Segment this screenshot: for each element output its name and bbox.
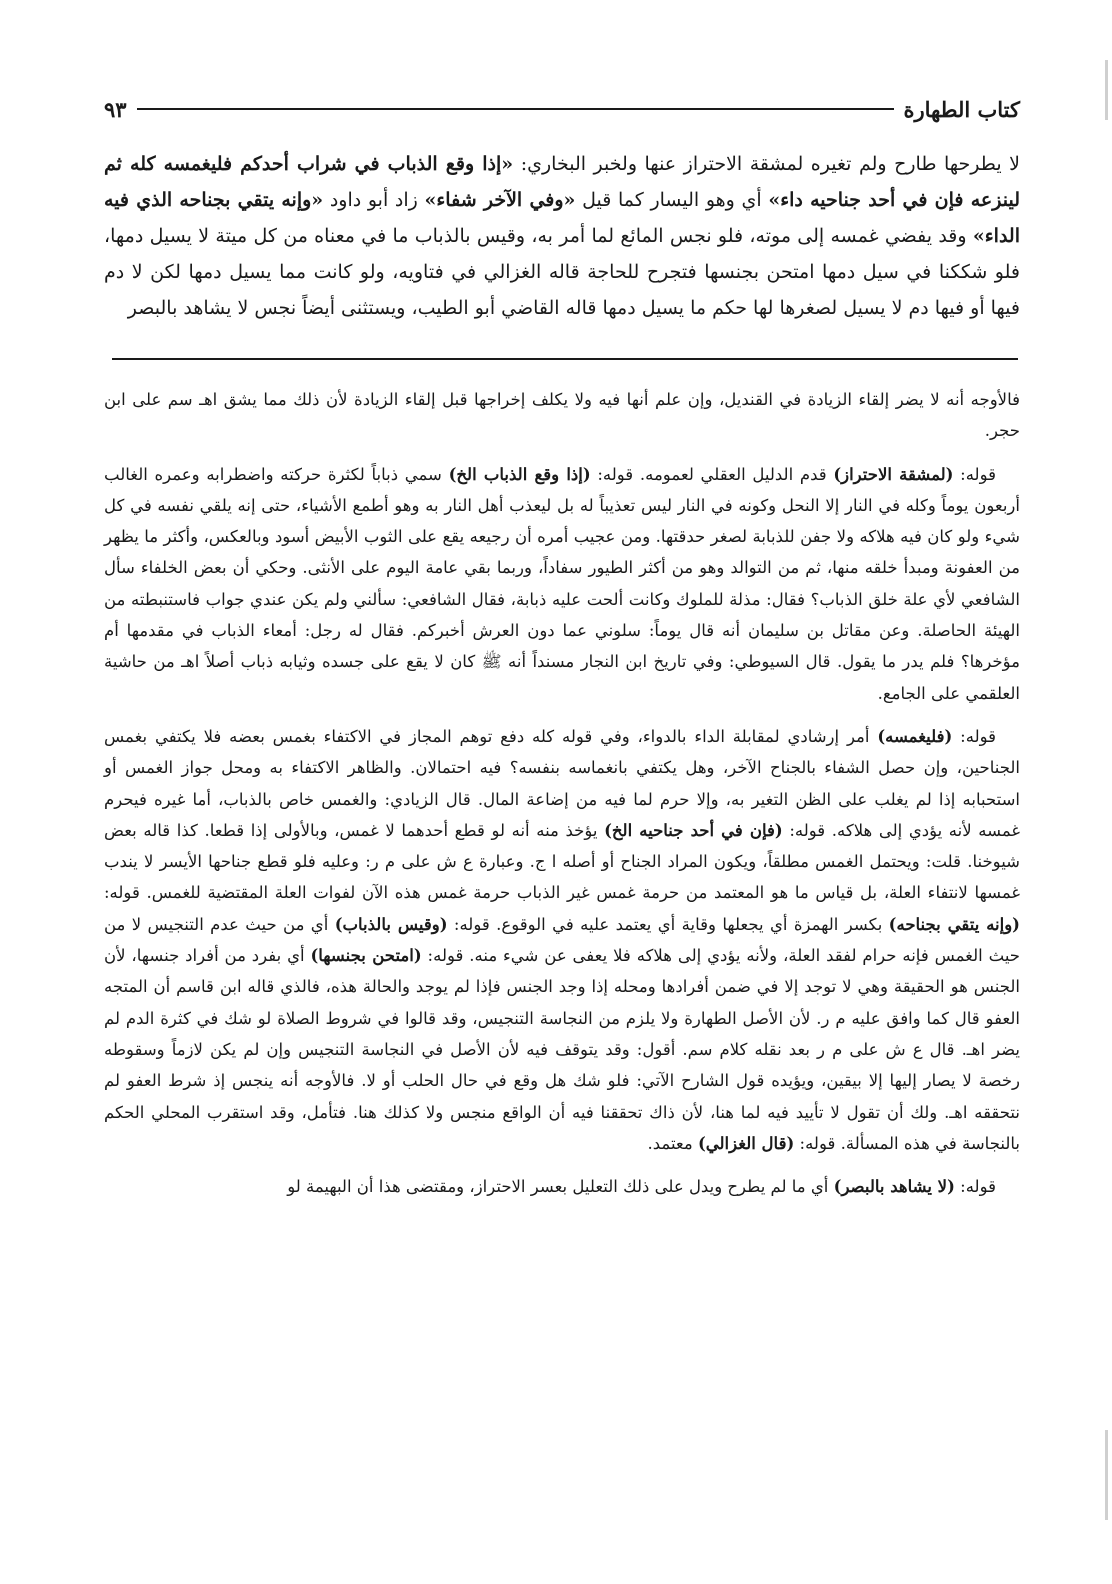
commentary-text: يؤخذ منه أنه لو قطع أحدهما لا غمس، وبالأولى إذا قطعا. كذا قاله بعض شيوخنا. قلت: ويحتمل الغمس مطلقاً، ويكون المراد الجناح أو أصله ا ج. وعبارة ع ش على م ر: وعليه فلو قطع جناحها الأيسر لا يندب غمسها لانتفاء العلة، بل قياس ما هو المعتمد من حرمة غمس غير الذباب حرمة غمس هذه الآن لفوات العلة المقتضية للغمس. قوله: — [104, 820, 1020, 903]
commentary-paragraph — [104, 721, 1020, 1159]
scan-edge-mark — [1105, 60, 1108, 120]
lemma: (قال الغزالي) — [697, 1133, 795, 1153]
lemma: (لمشقة الاحتراز) — [833, 464, 954, 484]
lemma: (فإن في أحد جناحيه الخ) — [604, 820, 783, 840]
commentary-text: أي من حيث عدم التنجيس لا من حيث الغمس فإنه حرام لفقد العلة، ولأنه يؤدي إلى هلاكه فلا يعفى عن شيء منه. قوله: — [104, 914, 1020, 966]
commentary-paragraph — [104, 459, 1020, 709]
scan-edge-mark — [1105, 1430, 1108, 1520]
commentary-text: قوله: — [952, 726, 997, 746]
commentary-text: أي بفرد من أفراد جنسها، لأن الجنس هو الحقيقة وهي لا توجد إلا في ضمن أفرادها ومحله إذا وجد الجنس فإذا لم يوجد والحالة هذه، فالذي قاله ابن قاسم أن المتجه العفو قال كما وافق عليه م ر. لأن الأصل الطهارة ولا يلزم من النجاسة التنجيس، وقد قالوا في شروط الصلاة لو شك في كثرة الدم لم يضر اهـ. قال ع ش على م ر بعد نقله كلام سم. أقول: وقد يتوقف فيه لأن الأصل في النجاسة التنجيس وإن لم يكن لازماً وسقوطه رخصة لا يصار إليها إلا بيقين، ويؤيده قول الشارح الآتي: فلو شك هل وقع في حال الحلب أو لا. فالأوجه أنه ينجس إذ شرط العفو لم نتحققه اهـ. ولك أن تقول لا تأييد فيه لما هنا، لأن ذاك تحققنا فيه أن الواقع منجس ولا كذلك هنا. فتأمل، وقد استقرب المحلي الحكم بالنجاسة في هذه المسألة. قوله: — [104, 946, 1020, 1153]
commentary-text: بكسر الهمزة أي يجعلها وقاية أي يعتمد عليه في الوقوع. قوله: — [447, 914, 889, 934]
commentary-text: أمر إرشادي لمقابلة الداء بالدواء، وفي قوله كله دفع توهم المجاز في الاكتفاء بغمس بعضه فلا يكتفي بغمس الجناحين، وإن حصل الشفاء بالجناح الآخر، وهل يكتفي بانغماسه بنفسه؟ فيه احتمالان. والظاهر الاكتفاء به ومحل جواز الغمس أو استحبابه إذا لم يغلب على الظن التغير به، وإلا حرم لما فيه من إضاعة المال. قال الزيادي: والغمس خاص بالذباب، أما غيره فيحرم غمسه لأنه يؤدي إلى هلاكه. قوله: — [104, 726, 1020, 840]
lemma: (إذا وقع الذباب الخ) — [448, 464, 591, 484]
hadith-quote: «إذا وقع الذباب في شراب أحدكم فليغمسه كله ثم لينزعه فإن في أحد جناحيه داء» — [104, 153, 1020, 211]
hadith-quote: «وإنه يتقي بجناحه الذي فيه الداء» — [104, 189, 1020, 247]
header-rule — [137, 108, 894, 110]
main-text — [104, 146, 1020, 326]
hadith-quote: «وفي الآخر شفاء» — [424, 189, 576, 211]
section-divider — [112, 358, 1018, 360]
commentary-text: قوله: — [953, 464, 996, 484]
main-paragraph — [104, 146, 1020, 326]
commentary-text: معتمد. — [647, 1133, 698, 1153]
lemma: (لا يشاهد بالبصر) — [833, 1177, 955, 1197]
commentary — [104, 384, 1020, 1214]
main-text-segment: زاد أبو داود — [323, 189, 425, 211]
running-header — [104, 92, 1020, 126]
lemma: (وقيس بالذباب) — [334, 914, 448, 934]
book-title: كتاب الطهارة — [903, 96, 1020, 122]
page-number: ٩٣ — [104, 96, 127, 122]
lemma: (فليغمسه) — [877, 726, 953, 746]
main-text-segment: وقد يفضي غمسه إلى موته، فلو نجس المائع لما أمر به، وقيس بالذباب ما في معناه من كل ميتة لا يسيل دمها، فلو شككنا في سيل دمها امتحن بجنسها فتجرح للحاجة قاله الغزالي في فتاويه، ولو كانت مما يسيل دمها لكن لا دم فيها أو فيها دم لا يسيل لصغرها لها حكم ما يسيل دمها قاله القاضي أبو الطيب، ويستثنى أيضاً نجس لا يشاهد بالبصر — [104, 225, 1020, 319]
commentary-text: قوله: — [954, 1177, 996, 1197]
lemma: (وإنه يتقي بجناحه) — [888, 914, 1020, 934]
commentary-text: سمي ذباباً لكثرة حركته واضطرابه وعمره الغالب أربعون يوماً وكله في النار إلا النحل وكونه في النار ليس تعذيباً له بل ليعذب أهل النار به وهو أطمع الأشياء، حتى إنه يلقي نفسه في كل شيء ولو كان فيه هلاكه ولا جفن للذبابة لصغر حدقتها. ومن عجيب أمره أن رجيعه يقع على الثوب الأبيض أسود وبالعكس، وأكثر ما يظهر من العفونة ومبدأ خلقه منها، ثم من التوالد وهو من أكثر الطيور سفاداً، وربما بقي عامة اليوم على الأنثى. وحكي أن بعض الخلفاء سأل الشافعي لأي علة خلق الذباب؟ فقال: مذلة للملوك وكانت ألحت عليه ذبابة، فقال الشافعي: سألني ولم يكن عندي جواب فاستنبطته من الهيئة الحاصلة. وعن مقاتل بن سليمان أنه قال يوماً: سلوني عما دون العرش أخبركم. فقال له رجل: أمعاء الذباب في مقدمها أم مؤخرها؟ فلم يدر ما يقول. قال السيوطي: وفي تاريخ ابن النجار مسنداً أنه ﷺ كان لا يقع على جسده وثيابه ذباب أصلاً اهـ من حاشية العلقمي على الجامع. — [104, 464, 1020, 703]
commentary-paragraph: فالأوجه أنه لا يضر إلقاء الزيادة في القنديل، وإن علم أنها فيه ولا يكلف إخراجها قبل إلقاء الزيادة لأن ذلك مما يشق اهـ سم على ابن حجر. — [104, 390, 1020, 441]
commentary-paragraph — [104, 1171, 1020, 1202]
main-text-segment: لا يطرحها طارح ولم تغيره لمشقة الاحتراز عنها ولخبر البخاري: — [513, 153, 1020, 175]
commentary-text: أي ما لم يطرح ويدل على ذلك التعليل بعسر الاحتراز، ومقتضى هذا أن البهيمة لو — [287, 1177, 834, 1197]
main-text-segment: أي وهو اليسار كما قيل — [575, 189, 769, 211]
lemma: (امتحن بجنسها) — [310, 946, 422, 966]
commentary-text: قدم الدليل العقلي لعمومه. قوله: — [590, 464, 834, 484]
